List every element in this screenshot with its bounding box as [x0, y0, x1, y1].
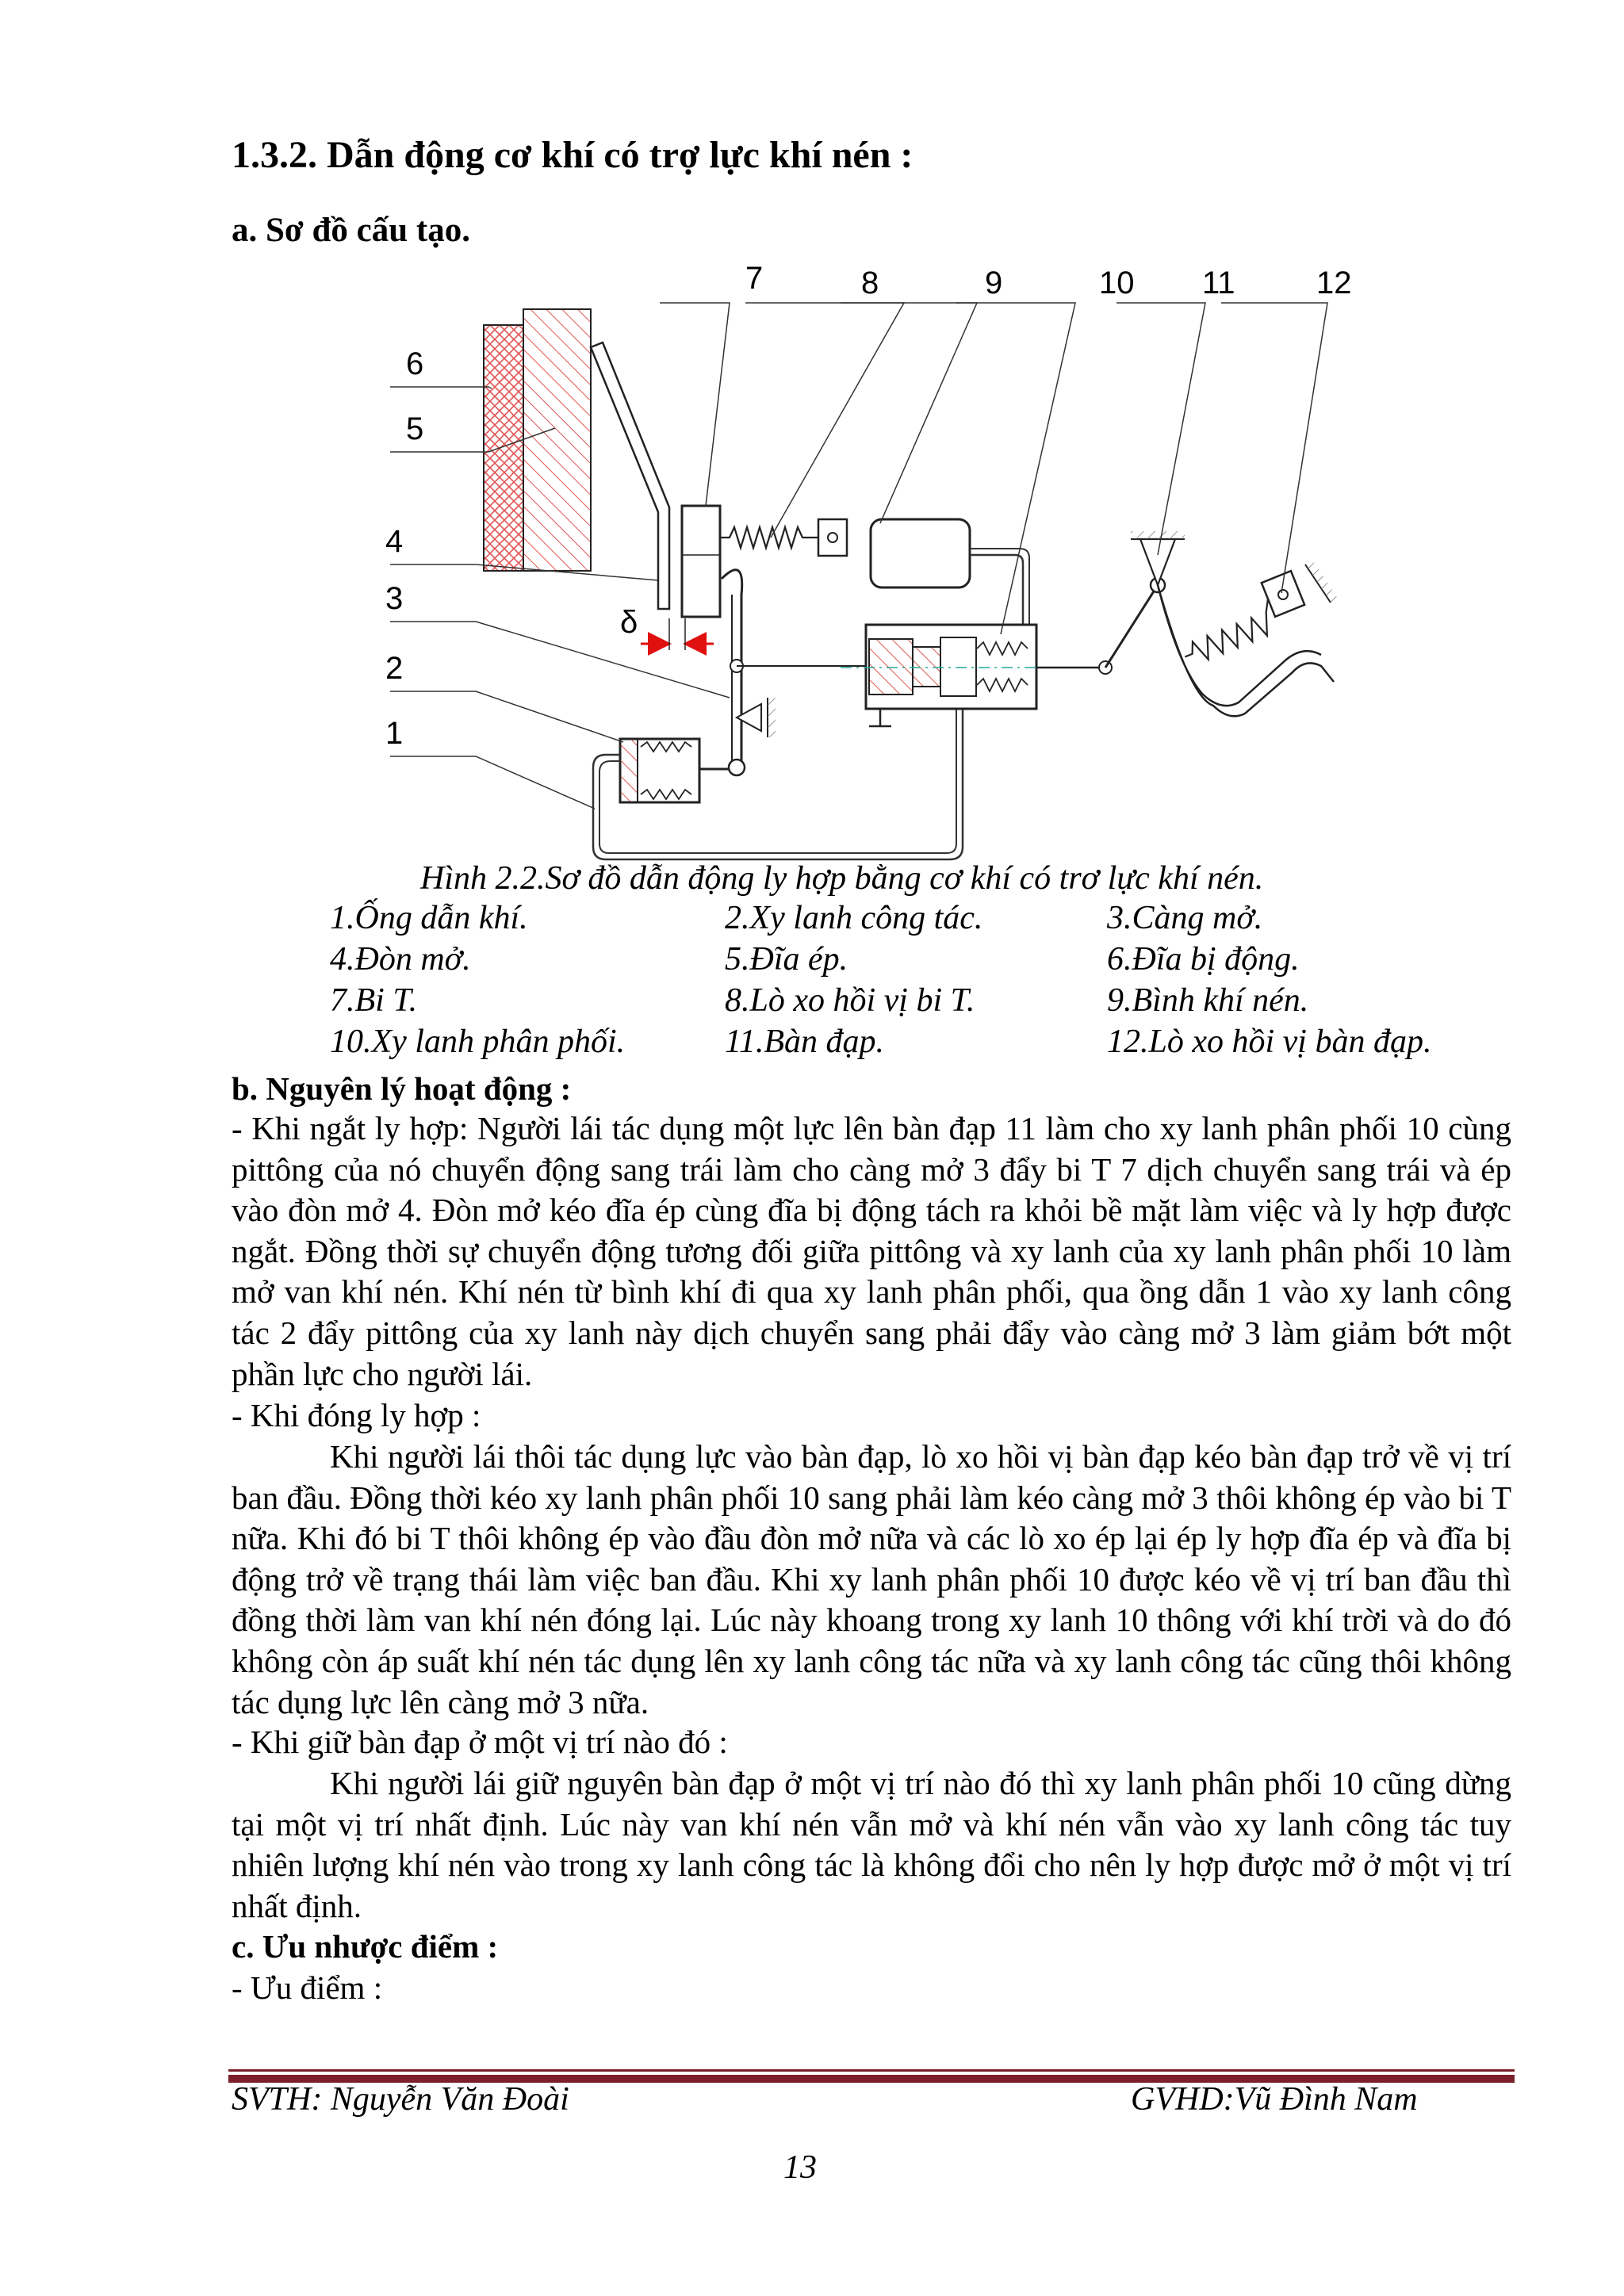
pressure-plate-5 — [523, 309, 591, 571]
subsection-heading-c: c. Ưu nhược điểm : — [232, 1928, 499, 1965]
legend-item: 6.Đĩa bị động. — [1107, 941, 1300, 978]
delta-symbol: δ — [620, 605, 638, 640]
advantages-label: - Ưu điểm : — [232, 1969, 383, 2006]
paragraph-disengage-title: - Khi ngắt ly hợp: — [232, 1110, 469, 1146]
legend-item: 12.Lò xo hồi vị bàn đạp. — [1107, 1024, 1432, 1060]
paragraph-engage-title: - Khi đóng ly hợp : — [232, 1397, 481, 1433]
label-3: 3 — [385, 581, 404, 616]
label-6: 6 — [406, 346, 424, 381]
label-8: 8 — [861, 266, 879, 300]
bearing-spring-8 — [720, 527, 818, 548]
legend-item: 7.Bi T. — [330, 982, 418, 1019]
label-9: 9 — [985, 266, 1003, 300]
legend-item: 8.Lò xo hồi vị bi T. — [725, 982, 975, 1019]
clutch-diagram — [333, 254, 1491, 872]
label-11: 11 — [1202, 266, 1235, 300]
legend-row — [330, 982, 1519, 1023]
footer-advisor: GVHD:Vũ Đình Nam — [1131, 2081, 1418, 2118]
legend-item: 9.Bình khí nén. — [1107, 982, 1309, 1019]
legend-item: 11.Bàn đạp. — [725, 1024, 885, 1060]
legend-row — [330, 1023, 1519, 1064]
driven-disk-6 — [484, 325, 523, 571]
legend-item: 3.Càng mở. — [1107, 900, 1263, 936]
legend-item: 4.Đòn mở. — [330, 941, 471, 978]
label-10: 10 — [1099, 266, 1135, 300]
paragraph-engage: Khi người lái thôi tác dụng lực vào bàn đạp, lò xo hồi vị bàn đạp kéo bàn đạp trở về vị trí ban đầu. Đồng thời kéo xy lanh phân phối 10 sang phải làm kéo càng mở 3 thôi không ép vào bi T nữa. Khi đó bi T thôi không ép vào đầu đòn mở nữa và các lò xo ép lại ép ly hợp đĩa ép và đĩa bị động trở về trạng thái làm việc ban đầu. Khi xy lanh phân phối 10 được kéo về vị trí ban đầu thì đồng thời làm van khí nén đóng lại. Lúc này khoang trong xy lanh 10 thông với khí trời và do đó không còn áp suất khí nén tác dụng lên xy lanh công tác nữa và xy lanh công tác cũng thôi không tác dụng lực lên càng mở 3 nữa. — [232, 1438, 1511, 1720]
subsection-heading-a: a. Sơ đồ cấu tạo. — [232, 212, 470, 249]
legend-item: 2.Xy lanh công tác. — [725, 900, 983, 936]
air-tank-9 — [871, 519, 970, 587]
distributor-cylinder-10 — [841, 625, 1078, 726]
footer-student: SVTH: Nguyễn Văn Đoài — [232, 2081, 569, 2118]
paragraph-hold-title: - Khi giữ bàn đạp ở một vị trí nào đó : — [232, 1724, 728, 1760]
paragraph-hold: Khi người lái giữ nguyên bàn đạp ở một vị trí nào đó thì xy lanh phân phối 10 cũng dừng tại một vị trí nhất định. Lúc này van khí nén vẫn mở và khí nén vẫn vào xy lanh công tác tuy nhiên lượng khí nén vào trong xy lanh công tác là không đổi cho nên ly hợp được mở ở một vị trí nhất định. — [232, 1765, 1511, 1924]
label-5: 5 — [406, 411, 424, 446]
label-7: 7 — [745, 261, 764, 296]
figure-caption: Hình 2.2.Sơ đồ dẫn động ly hợp bằng cơ khí có trơ lực khí nén. — [420, 860, 1264, 897]
legend-row — [330, 899, 1519, 940]
footer-rule-thin — [228, 2069, 1515, 2072]
legend-item: 10.Xy lanh phân phối. — [330, 1024, 626, 1060]
pedal-spring-12 — [1177, 599, 1281, 667]
section-heading: 1.3.2. Dẫn động cơ khí có trợ lực khí nén : — [232, 134, 914, 176]
label-1: 1 — [385, 716, 404, 751]
legend-item: 5.Đĩa ép. — [725, 941, 848, 978]
label-2: 2 — [385, 651, 404, 686]
subsection-heading-b: b. Nguyên lý hoạt động : — [232, 1070, 572, 1107]
figure-legend — [330, 899, 1519, 1064]
legend-item: 1.Ống dẫn khí. — [330, 900, 528, 936]
paragraph-disengage-body: Người lái tác dụng một lực lên bàn đạp 11 làm cho xy lanh phân phối 10 cùng pittông của nó chuyển động sang trái làm cho càng mở 3 đẩy bi T 7 dịch chuyển sang trái và ép vào đòn mở 4. Đòn mở kéo đĩa ép cùng đĩa bị động tách ra khỏi bề mặt làm việc và ly hợp được ngắt. Đồng thời sự chuyển động tương đối giữa pittông và xy lanh của xy lanh phân phối 10 làm mở van khí nén. Khí nén từ bình khí đi qua xy lanh phân phối, qua ồng dẫn 1 vào xy lanh công tác 2 đẩy pittông của xy lanh này dịch chuyển sang phải đẩy vào càng mở 3 làm giảm bớt một phần lực cho người lái. — [232, 1110, 1511, 1392]
release-bearing-7 — [682, 506, 720, 617]
clutch-pedal-11 — [1105, 531, 1334, 716]
label-12: 12 — [1316, 266, 1352, 300]
paragraph-disengage — [232, 1108, 1511, 1395]
legend-row — [330, 940, 1519, 982]
page-number: 13 — [783, 2149, 817, 2186]
label-4: 4 — [385, 524, 404, 559]
release-lever-4 — [591, 342, 669, 609]
